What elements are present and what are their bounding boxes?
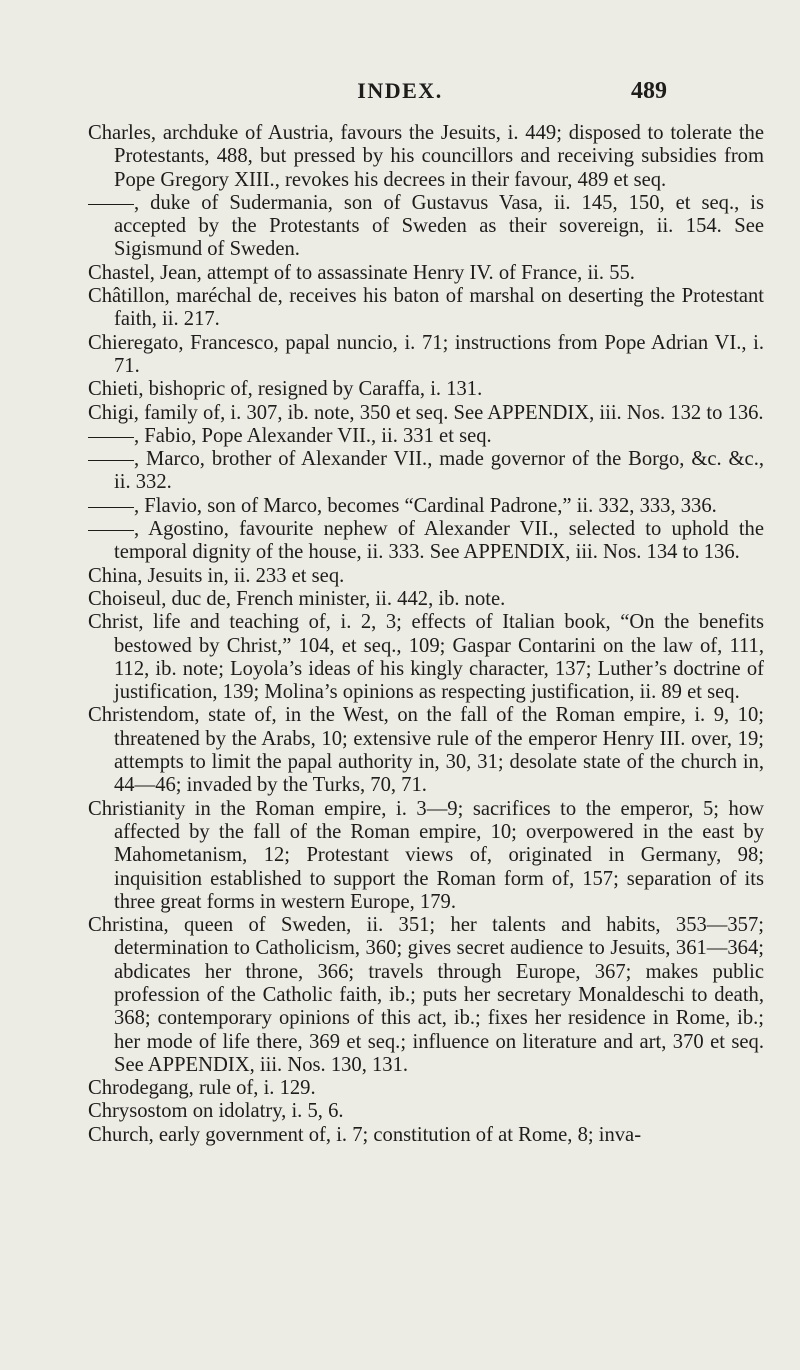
entry-text: , Marco, brother of Alexander VII., made governor of the Borgo, &c. &c., ii. 332. — [114, 448, 764, 494]
entry-text: Charles, archduke of Austria, favours the Jesuits, i. 449; disposed to tolerate the Protestants, 488, but pressed by his councillors and receiving subsidies from Pope Gregory XIII., revokes his decrees in their favour, 489 et seq. — [88, 122, 764, 191]
index-entry — [88, 122, 764, 192]
entry-text: Chrodegang, rule of, i. 129. — [88, 1077, 316, 1100]
index-entry — [88, 1124, 764, 1147]
ditto-rule — [88, 507, 134, 508]
entry-text: Christ, life and teaching of, i. 2, 3; effects of Italian book, “On the benefits bestowed by Christ,” 104, et seq., 109; Gaspar Contarini on the law of, 111, 112, ib. note; Loyola’s ideas of his kingly character, 137; Luther’s doctrine of justification, 139; Molina’s opinions as respecting justification, ii. 89 et seq. — [88, 611, 764, 704]
index-subentry — [88, 495, 764, 518]
index-entries — [88, 122, 764, 1147]
ditto-rule — [88, 437, 134, 438]
index-entry — [88, 1077, 764, 1100]
entry-text: Chieregato, Francesco, papal nuncio, i. 71; instructions from Pope Adrian VI., i. 71. — [88, 331, 764, 377]
page-title: INDEX. — [357, 78, 443, 103]
entry-text: Christendom, state of, in the West, on the fall of the Roman empire, i. 9, 10; threatened by the Arabs, 10; extensive rule of the emperor Henry III. over, 19; attempts to limit the papal authority in, 30, 31; desolate state of the church in, 44—46; invaded by the Turks, 70, 71. — [88, 704, 764, 797]
entry-text: Chieti, bishopric of, resigned by Caraffa, i. 131. — [88, 378, 483, 401]
index-entry — [88, 1100, 764, 1123]
entry-text: , Flavio, son of Marco, becomes “Cardinal Padrone,” ii. 332, 333, 336. — [134, 494, 717, 517]
entry-text: , duke of Sudermania, son of Gustavus Vasa, ii. 145, 150, et seq., is accepted by the Protestants of Sweden as their sovereign, ii. 154. See Sigismund of Sweden. — [114, 191, 764, 261]
entry-text: Chrysostom on idolatry, i. 5, 6. — [88, 1100, 344, 1123]
index-subentry — [88, 425, 764, 448]
index-entry — [88, 704, 764, 797]
ditto-rule — [88, 530, 134, 531]
index-entry — [88, 588, 764, 611]
entry-text: Chastel, Jean, attempt of to assassinate Henry IV. of France, ii. 55. — [88, 261, 635, 284]
index-entry — [88, 285, 764, 332]
index-subentry — [88, 518, 764, 565]
entry-text: , Agostino, favourite nephew of Alexander VII., selected to uphold the temporal dignity of the house, ii. 333. See APPENDIX, iii. Nos. 134 to 136. — [114, 518, 764, 564]
index-entry — [88, 565, 764, 588]
index-entry — [88, 611, 764, 704]
index-entry — [88, 402, 764, 425]
index-entry — [88, 262, 764, 285]
entry-text: Châtillon, maréchal de, receives his baton of marshal on deserting the Protestant faith, ii. 217. — [88, 285, 764, 331]
running-header — [0, 78, 800, 104]
entry-text: Church, early government of, i. 7; constitution of at Rome, 8; inva- — [88, 1123, 642, 1146]
ditto-rule — [88, 460, 134, 461]
index-entry — [88, 914, 764, 1077]
index-entry — [88, 332, 764, 379]
ditto-rule — [88, 204, 134, 205]
entry-text: Choiseul, duc de, French minister, ii. 442, ib. note. — [88, 587, 506, 610]
entry-text: China, Jesuits in, ii. 233 et seq. — [88, 564, 345, 587]
index-entry — [88, 378, 764, 401]
entry-text: , Fabio, Pope Alexander VII., ii. 331 et seq. — [134, 424, 492, 447]
entry-text: Christina, queen of Sweden, ii. 351; her talents and habits, 353—357; determination to Catholicism, 360; gives secret audience to Jesuits, 361—364; abdicates her throne, 366; travels through Europe, 367; makes public profession of the Catholic faith, ib.; puts her secretary Monaldeschi to death, 368; contemporary opinions of this act, ib.; fixes her residence in Rome, ib.; her mode of life there, 369 et seq.; influence on literature and art, 370 et seq. See APPENDIX, iii. Nos. 130, 131. — [88, 914, 764, 1076]
index-subentry — [88, 448, 764, 495]
index-entry — [88, 798, 764, 914]
entry-text: Chigi, family of, i. 307, ib. note, 350 et seq. See APPENDIX, iii. Nos. 132 to 136. — [88, 401, 764, 424]
page-number: 489 — [631, 78, 667, 104]
entry-text: Christianity in the Roman empire, i. 3—9; sacrifices to the emperor, 5; how affected by the fall of the Roman empire, 10; overpowered in the east by Mahometanism, 12; Protestant views of, originated in Germany, 98; inquisition established to support the Roman form of, 157; separation of its three great forms in western Europe, 179. — [88, 797, 764, 913]
index-subentry — [88, 192, 764, 262]
